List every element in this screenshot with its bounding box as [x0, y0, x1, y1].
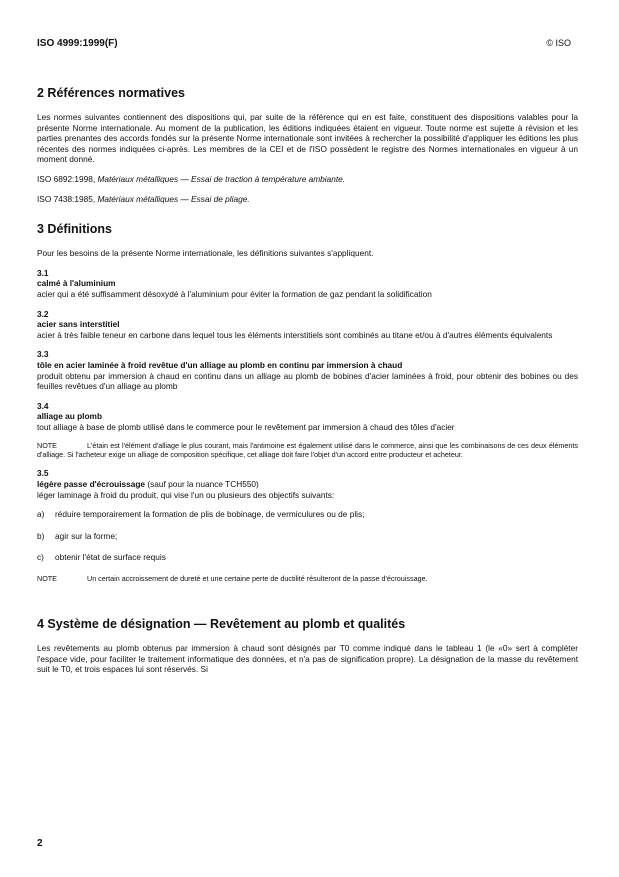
page-content	[37, 86, 578, 684]
definition-3-1: 3.1 calmé à l'aluminium acier qui a été suffisamment désoxydé à l'aluminium pour éviter la formation de gaz pendant la solidification	[37, 267, 432, 299]
definition-3-2: 3.2 acier sans interstitiel acier à très faible teneur en carbone dans lequel tous les éléments interstitiels sont combinés au titane et/ou à d'autres éléments équivalents	[37, 308, 553, 340]
section-4-text: Les revêtements au plomb obtenus par immersion à chaud sont désignés par T0 comme indiqué dans le tableau 1 (le «0» sert à compléter l'espace vide, pour faciliter le traitement informatique des données, et n'a pas de signification propre). La désignation de la masse du revêtement suit le T0, et trois espaces lui sont réservés. Si	[37, 643, 578, 675]
section-2-intro: Les normes suivantes contiennent des dispositions qui, par suite de la référence qui en est faite, constituent des dispositions valables pour la présente Norme internationale. Au moment de la publication, les éditions indiquées étaient en vigueur. Toute norme est sujette à révision et les parties prenantes des accords fondés sur la présente Norme internationale sont invitées à rechercher la possibilité d'appliquer les éditions les plus récentes des normes indiquées ci-après. Les membres de la CEI et de l'ISO possèdent le registre des Normes internationales en vigueur à un moment donné.	[37, 112, 578, 165]
note-skin-pass: NOTE Un certain accroissement de dureté et une certaine perte de ductilité résulteront de la passe d'écrouissage.	[37, 574, 428, 584]
definition-3-3: 3.3 tôle en acier laminée à froid revêtue d'un alliage au plomb en continu par immersion à chaud produit obtenu par immersion à chaud en continu dans un alliage au plomb de bobines d'acier laminées à froid, pour obtenir des bobines ou des feuilles revêtues d'un alliage au plomb	[37, 349, 578, 392]
list-item: a) réduire temporairement la formation de plis de bobinage, de vermiculures ou de plis;	[37, 509, 365, 520]
page-number: 2	[37, 838, 43, 849]
definition-3-5: 3.5 légère passe d'écrouissage (sauf pour la nuance TCH550) léger laminage à froid du produit, qui vise l'un ou plusieurs des objectifs suivants:	[37, 468, 335, 500]
reference-item: ISO 6892:1998, Matériaux métalliques — Essai de traction à température ambiante.	[37, 173, 346, 184]
section-4-heading: 4 Système de désignation — Revêtement au plomb et qualités	[37, 617, 406, 632]
note-alloy: NOTE L'étain est l'élément d'alliage le plus courant, mais l'antimoine est également utilisé dans le commerce, ainsi que les combinaisons de ces deux éléments d'alliage. Si l'acheteur exige un alliage de composition spécifique, cet alliage doit faire l'objet d'un accord entre producteur et acheteur.	[37, 441, 578, 460]
document-id: ISO 4999:1999(F)	[37, 38, 118, 49]
section-3-intro: Pour les besoins de la présente Norme internationale, les définitions suivantes s'appliquent.	[37, 248, 374, 259]
section-3-heading: 3 Définitions	[37, 222, 113, 237]
definition-3-4: 3.4 alliage au plomb tout alliage à base de plomb utilisé dans le commerce pour le revêtement par immersion à chaud des tôles d'acier	[37, 400, 455, 432]
reference-item: ISO 7438:1985, Matériaux métalliques — Essai de pliage.	[37, 193, 250, 204]
section-2-heading: 2 Références normatives	[37, 86, 185, 100]
copyright-notice: © ISO	[546, 38, 571, 48]
list-item: c) obtenir l'état de surface requis	[37, 552, 166, 563]
list-item: b) agir sur la forme;	[37, 530, 118, 541]
